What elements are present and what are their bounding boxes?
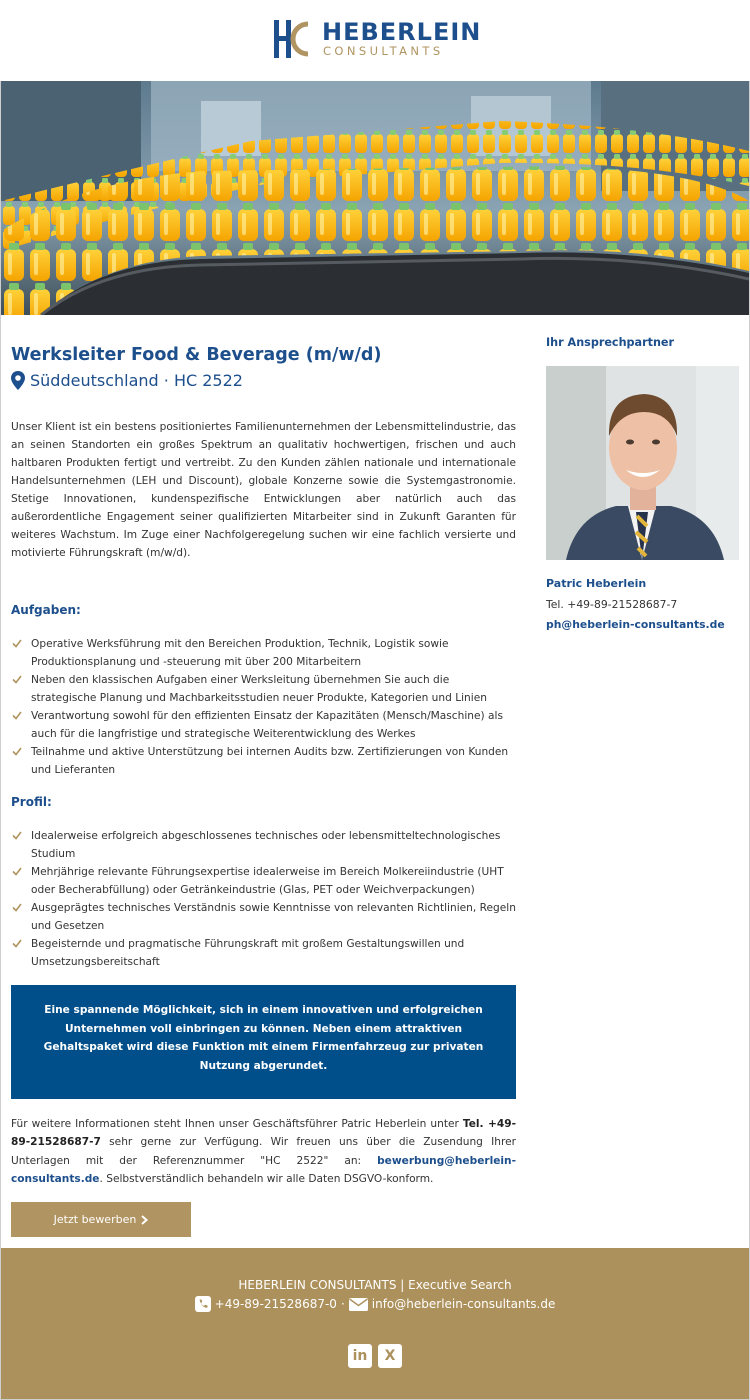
list-item [11, 899, 516, 935]
check-icon [12, 747, 22, 756]
apply-button-label: Jetzt bewerben [53, 1213, 137, 1226]
tasks-list [11, 635, 516, 779]
footer-email[interactable]: info@heberlein-consultants.de [371, 1297, 556, 1311]
profile-list [11, 827, 516, 971]
list-item-text: Mehrjährige relevante Führungsexpertise idealerweise im Bereich Molkereiindustrie (UHT oder Becherabfüllung) oder Getränkeindustrie (Glas, PET oder Weichverpackungen) [31, 866, 504, 896]
linkedin-label: in [352, 1348, 368, 1364]
list-item [11, 827, 516, 863]
logo-mark-icon [274, 20, 308, 58]
xing-icon[interactable] [378, 1344, 402, 1368]
outro-text-1: Für weitere Informationen steht Ihnen unser Geschäftsführer Patric Heberlein unter [11, 1118, 463, 1130]
job-title: Werksleiter Food & Beverage (m/w/d) [11, 345, 382, 365]
highlight-text: Eine spannende Möglichkeit, sich in einem innovativen und erfolgreichen Unternehmen voll einbringen zu können. Neben einem attraktiven Gehaltspaket wird diese Funktion mit einem Firmenfahrzeug zur privaten Nutzung abgerundet. [43, 1004, 484, 1072]
contact-paragraph [11, 1115, 516, 1189]
outro-text-2: sehr gerne zur Verfügung. Wir freuen uns über die Zusendung Ihrer Unterlagen mit der Referenznummer "HC 2522" an: [11, 1136, 516, 1167]
contact-heading: Ihr Ansprechpartner [546, 336, 675, 349]
hero-image [1, 81, 749, 315]
list-item-text: Operative Werksführung mit den Bereichen Produktion, Technik, Logistik sowie Produktionsplanung und -steuerung mit über 200 Mitarbeitern [31, 638, 449, 668]
footer-separator: · [340, 1297, 345, 1311]
check-icon [12, 675, 22, 684]
footer [1, 1248, 749, 1399]
list-item [11, 935, 516, 971]
contact-portrait [546, 366, 739, 560]
linkedin-icon[interactable] [348, 1344, 372, 1368]
list-item [11, 863, 516, 899]
phone-icon [195, 1296, 211, 1312]
apply-button[interactable] [11, 1202, 191, 1237]
list-item [11, 743, 516, 779]
list-item-text: Begeisternde und pragmatische Führungskraft mit großem Gestaltungswillen und Umsetzungsbereitschaft [31, 938, 465, 968]
outro-phone: Tel. +49-89-21528687-7 [11, 1118, 516, 1149]
logo-subtitle: CONSULTANTS [323, 44, 444, 58]
list-item-text: Teilnahme und aktive Unterstützung bei internen Audits bzw. Zertifizierungen von Kunden und Lieferanten [31, 746, 509, 776]
list-item [11, 635, 516, 671]
check-icon [12, 867, 22, 876]
list-item-text: Neben den klassischen Aufgaben einer Werksleitung übernehmen Sie auch die strategische Planung und Machbarkeitsstudien neuer Produkte, Kategorien und Linien [31, 674, 487, 704]
list-item-text: Verantwortung sowohl für den effizienten Einsatz der Kapazitäten (Mensch/Maschine) als auch für die langfristige und strategische Weiterentwicklung des Werkes [31, 710, 503, 740]
list-item-text: Idealerweise erfolgreich abgeschlossenes technisches oder lebensmitteltechnologisches Studium [31, 830, 501, 860]
contact-name: Patric Heberlein [546, 577, 647, 590]
list-item [11, 671, 516, 707]
check-icon [12, 831, 22, 840]
xing-label: X [384, 1348, 396, 1364]
job-location-text: Süddeutschland · HC 2522 [30, 371, 243, 390]
contact-phone[interactable]: Tel. +49-89-21528687-7 [546, 598, 678, 611]
job-location [11, 371, 243, 390]
check-icon [12, 711, 22, 720]
job-intro: Unser Klient ist ein bestens positioniertes Familienunternehmen der Lebensmittelindustrie, das an seinen Standorten ein großes Spektrum an qualitativ hochwertigen, frischen und auch haltbaren Produkten fertigt und vertreibt. Zu den Kunden zählen nationale und internationale Handelsunternehmen (LEH und Discount), globale Konzerne sowie die Systemgastronomie. Stetige Innovationen, kundenspezifische Entwicklungen aber natürlich auch das außerordentliche Engagement seiner qualifizierten Mitarbeiter sind in Zukunft Garanten für weiteres Wachstum. Im Zuge einer Nachfolgeregelung suchen wir eine fachlich versierte und motivierte Führungskraft (m/w/d). [11, 421, 516, 559]
envelope-icon [349, 1296, 368, 1312]
contact-email-link[interactable]: ph@heberlein-consultants.de [546, 618, 725, 631]
highlight-box [11, 985, 516, 1099]
logo-name: HEBERLEIN [322, 18, 482, 46]
chevron-right-icon [141, 1215, 148, 1225]
tasks-heading: Aufgaben: [11, 603, 81, 617]
list-item [11, 707, 516, 743]
profile-heading: Profil: [11, 795, 52, 809]
list-item-text: Ausgeprägtes technisches Verständnis sowie Kenntnisse von relevanten Richtlinien, Regeln und Gesetzen [31, 902, 516, 932]
footer-company: HEBERLEIN CONSULTANTS | Executive Search [238, 1278, 512, 1292]
application-email-link[interactable]: bewerbung@heberlein-consultants.de [11, 1154, 516, 1186]
map-pin-icon [11, 371, 25, 390]
footer-phone[interactable]: +49-89-21528687-0 [214, 1297, 337, 1311]
company-logo[interactable] [274, 18, 484, 62]
footer-contact [1, 1296, 749, 1312]
check-icon [12, 639, 22, 648]
outro-text-3: . Selbstverständlich behandeln wir alle Daten DSGVO-konform. [99, 1173, 434, 1186]
check-icon [12, 903, 22, 912]
header [0, 0, 750, 81]
check-icon [12, 939, 22, 948]
